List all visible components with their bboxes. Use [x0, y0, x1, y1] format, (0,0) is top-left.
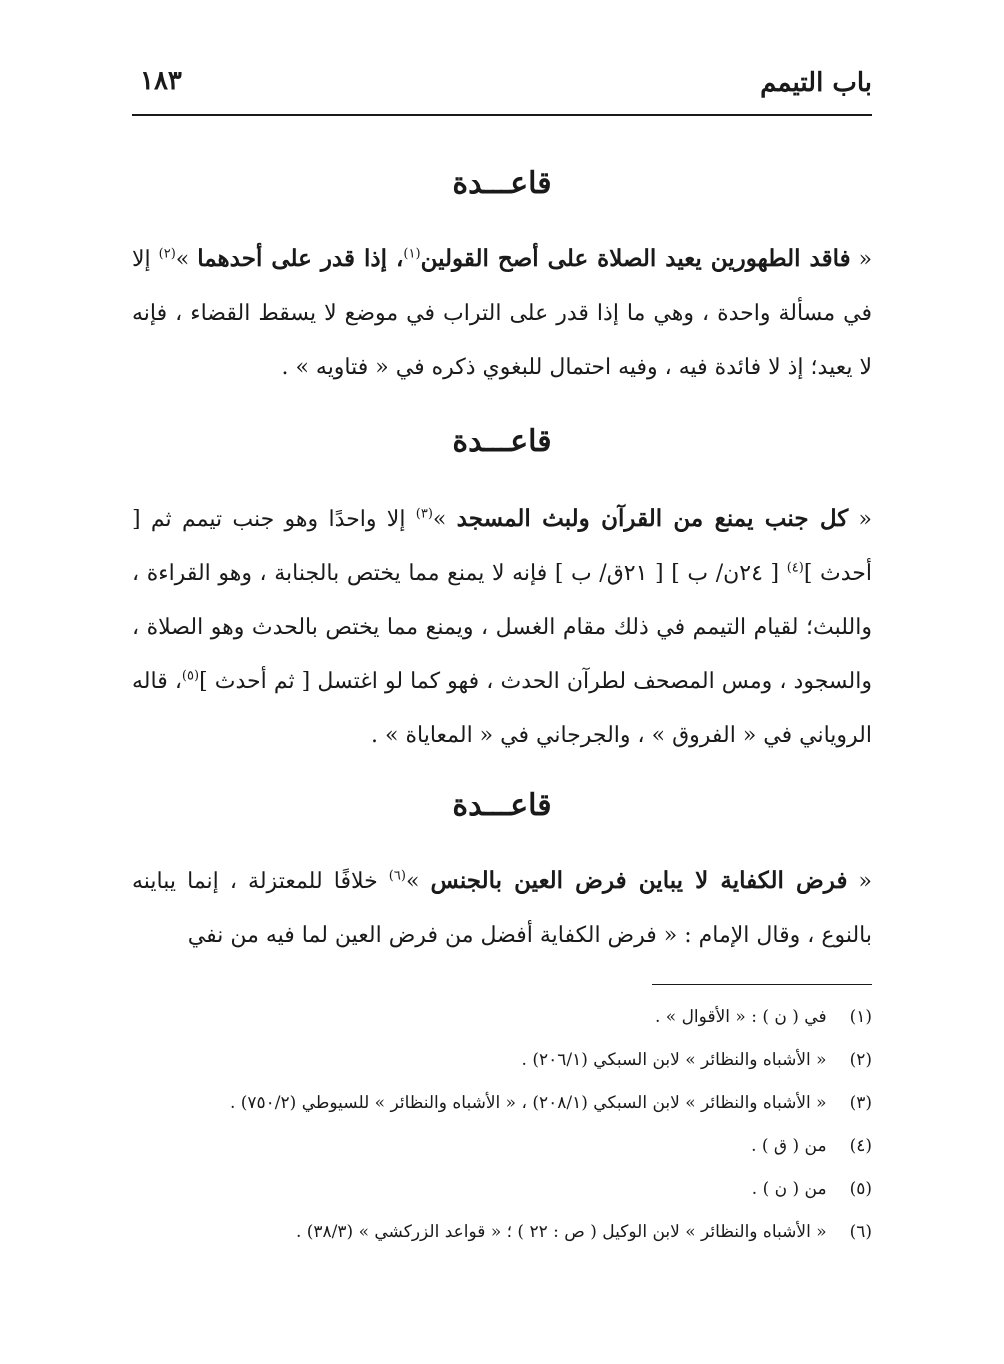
header-rule	[132, 114, 872, 116]
section-title: قاعـــدة	[452, 788, 552, 823]
footnote-rule	[652, 984, 872, 985]
footnote-text: « الأشباه والنظائر » لابن السبكي (٢٠٨/١) ، « الأشباه والنظائر » للسيوطي (٧٥٠/٢) .	[229, 1093, 827, 1113]
body-text: إلا في مسألة واحدة ، وهي ما إذا قدر على التراب في موضع لا يسقط القضاء ، فإنه لا يعيد؛ إذ لا فائدة فيه ، وفيه احتمال للبغوي ذكره في « فتاويه » .	[132, 247, 872, 380]
section-paragraph	[132, 492, 872, 763]
footnote-number: (٦)	[849, 1222, 872, 1242]
footnote	[132, 1125, 872, 1168]
rule-text: فاقد الطهورين يعيد الصلاة على أصح القولين	[420, 245, 851, 272]
footnote-ref: (٤)	[786, 560, 804, 576]
footnotes	[132, 996, 872, 1254]
footnote	[132, 996, 872, 1039]
section-paragraph	[132, 854, 872, 963]
body-text: ، قاله الروياني في « الفروق » ، والجرجاني في « المعاياة » .	[132, 669, 872, 748]
footnote-number: (٣)	[849, 1093, 872, 1113]
body-text: خلافًا للمعتزلة ، إنما يباينه بالنوع ، وقال الإمام : « فرض الكفاية أفضل من فرض العين لما فيه من نفي	[132, 869, 872, 948]
footnote-number: (٥)	[849, 1179, 872, 1199]
rule-text: إذا قدر على أحدهما	[197, 245, 387, 272]
footnote-text: « الأشباه والنظائر » لابن السبكي (٢٠٦/١) .	[521, 1050, 827, 1070]
section-paragraph	[132, 232, 872, 395]
quote-close: »	[432, 507, 457, 532]
body-text: [ ٢٤ن/ ب ] [ ٢١ق/ ب ] فإنه لا يمنع مما يختص بالجنابة ، وهو القراءة ، واللبث؛ لقيام التيمم في ذلك مقام الغسل ، ويمنع مما يختص بالحدث وهو الصلاة ، والسجود ، ومس المصحف لطرآن الحدث ، فهو كما لو اغتسل [ ثم أحدث ]	[132, 561, 872, 694]
footnote	[132, 1082, 872, 1125]
footnote-number: (٢)	[849, 1050, 872, 1070]
rule-text: فرض الكفاية لا يباين فرض العين بالجنس	[430, 867, 848, 894]
separator: ،	[387, 245, 404, 272]
quote-open: «	[848, 507, 873, 532]
footnote	[132, 1168, 872, 1211]
section-title: قاعـــدة	[452, 166, 552, 201]
footnote-text: « الأشباه والنظائر » لابن الوكيل ( ص : ٢٢ ) ؛ « قواعد الزركشي » (٣٨/٣) .	[295, 1222, 827, 1242]
footnote-ref: (٣)	[415, 506, 433, 522]
footnote-ref: (٥)	[181, 668, 200, 684]
quote-open: «	[847, 869, 873, 894]
page-number: ١٨٣	[140, 66, 182, 96]
running-header	[132, 62, 872, 112]
body-text: إلا واحدًا وهو جنب تيمم ثم [ أحدث ]	[132, 507, 872, 586]
footnote-ref: (٢)	[158, 246, 176, 262]
footnote	[132, 1211, 872, 1254]
footnote	[132, 1039, 872, 1082]
footnote-ref: (٦)	[388, 868, 406, 884]
footnote-number: (٤)	[849, 1136, 872, 1156]
quote-close: »	[175, 247, 198, 272]
footnote-number: (١)	[849, 1007, 872, 1027]
footnote-ref: (١)	[403, 246, 421, 262]
quote-open: «	[850, 247, 873, 272]
quote-close: »	[405, 869, 431, 894]
footnote-text: في ( ن ) : « الأقوال » .	[654, 1007, 827, 1027]
chapter-title: باب التيمم	[760, 68, 872, 98]
rule-text: كل جنب يمنع من القرآن ولبث المسجد	[456, 505, 849, 532]
footnote-text: من ( ن ) .	[751, 1179, 827, 1199]
section-title: قاعـــدة	[452, 424, 552, 459]
footnote-text: من ( ق ) .	[751, 1136, 827, 1156]
